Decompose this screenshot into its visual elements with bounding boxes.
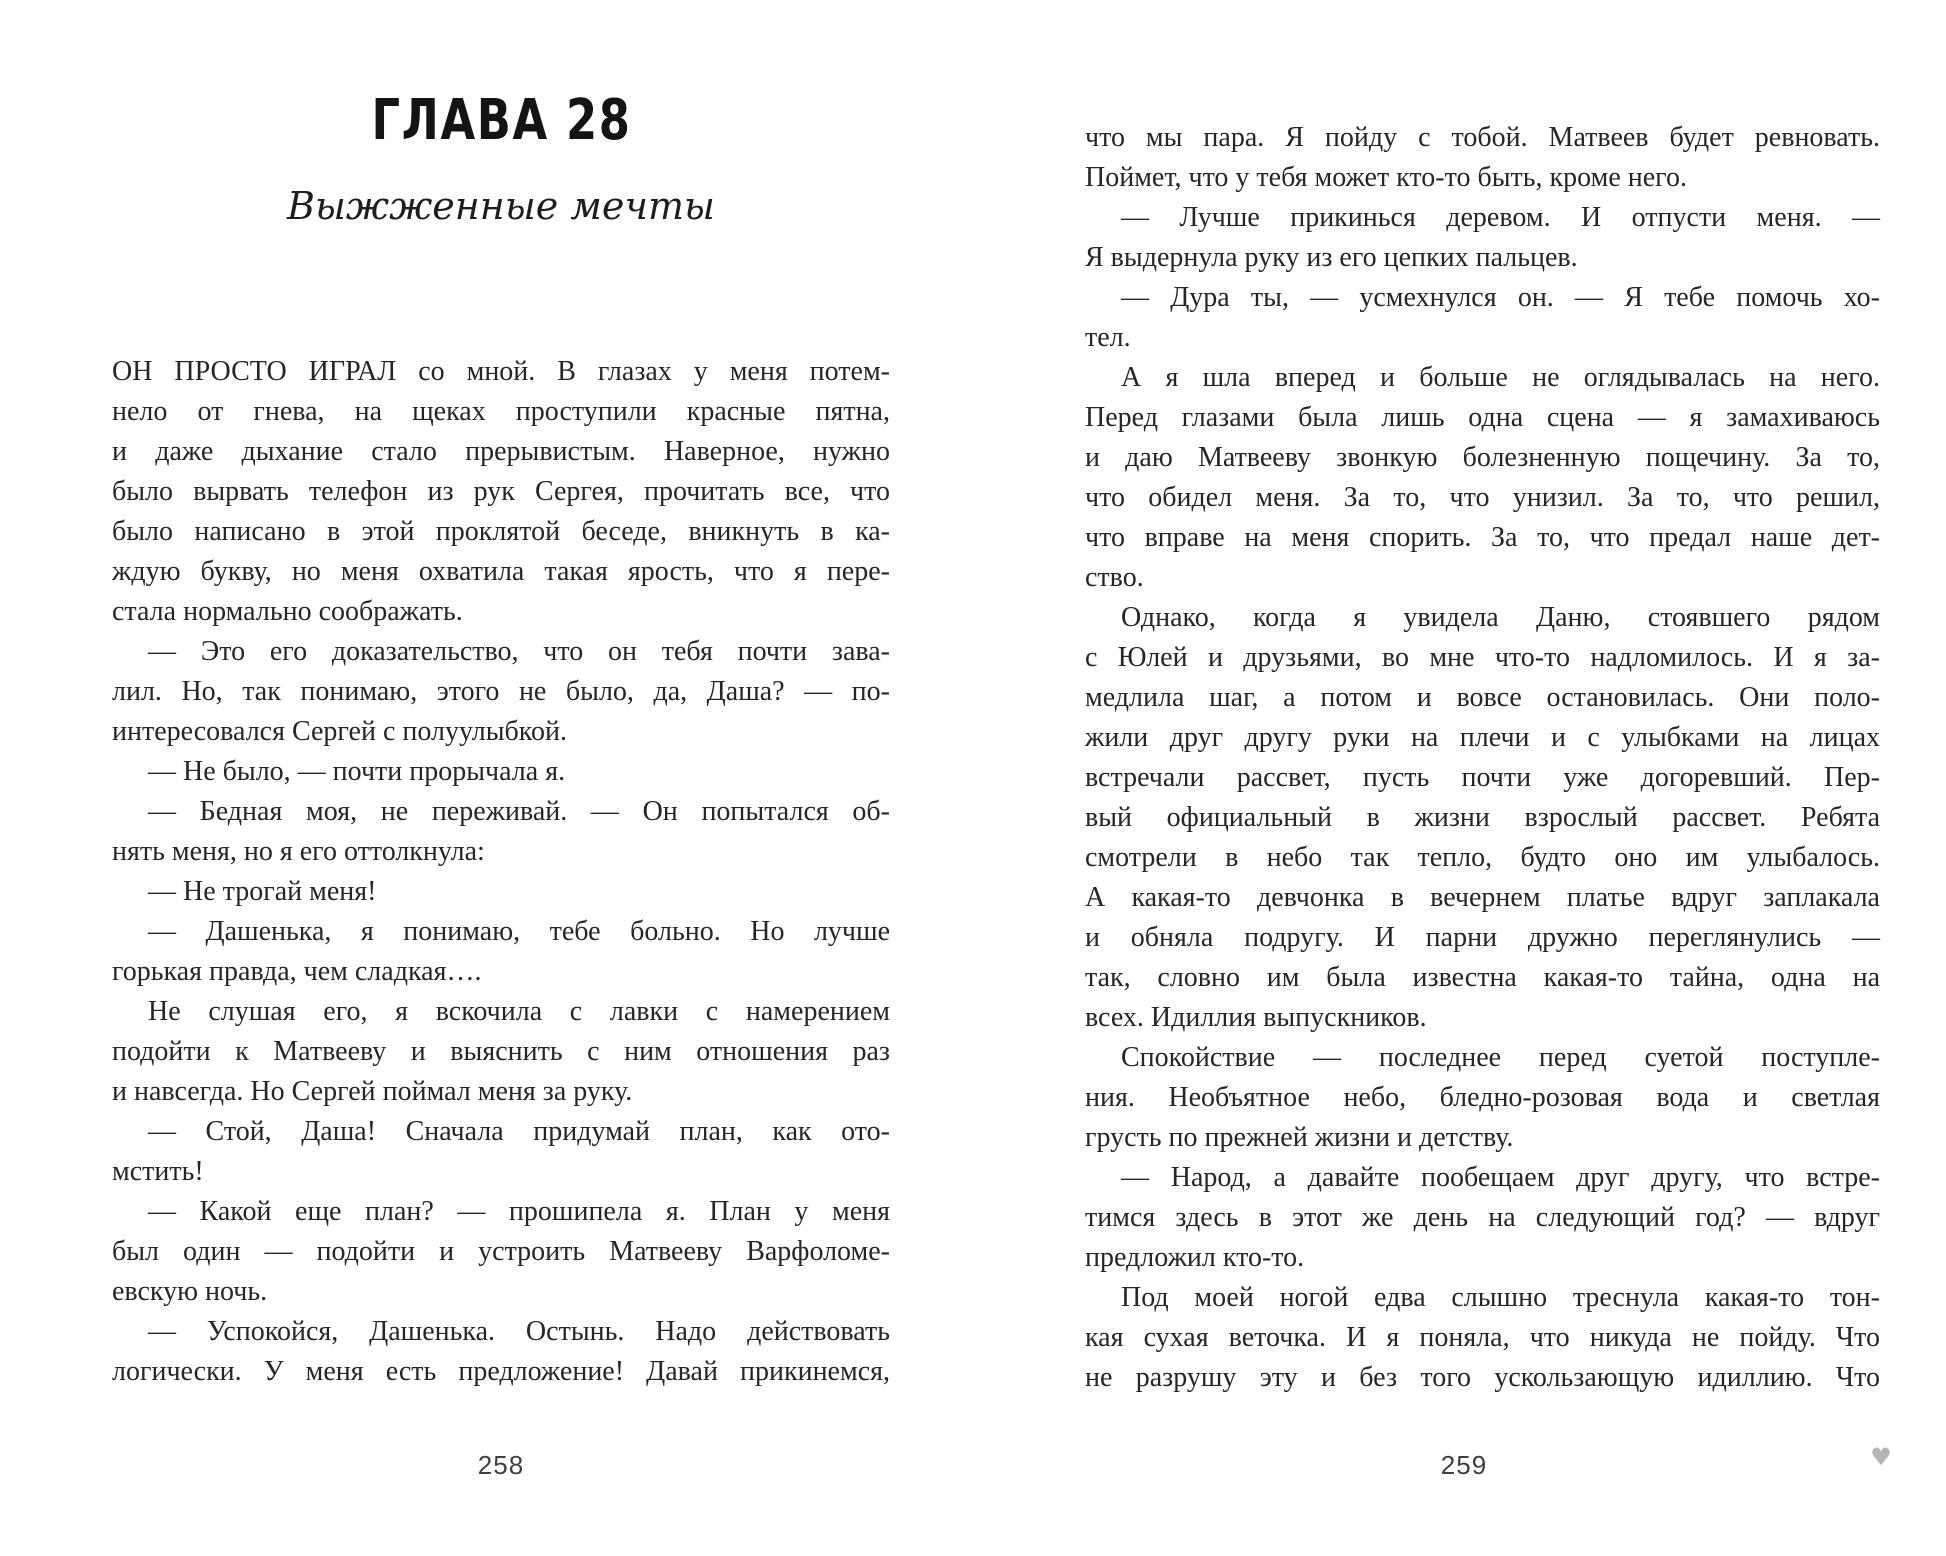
text-line: был один — подойти и устроить Матвееву Варфоломе- bbox=[112, 1236, 890, 1267]
text-line: Спокойствие — последнее перед суетой поступле- bbox=[1121, 1042, 1880, 1073]
text-line: всех. Идиллия выпускников. bbox=[1085, 1002, 1427, 1033]
text-line: — Бедная моя, не переживай. — Он попытался об- bbox=[148, 796, 890, 827]
text-line: Перед глазами была лишь одна сцена — я замахиваюсь bbox=[1085, 402, 1880, 433]
text-line: логически. У меня есть предложение! Давай прикинемся, bbox=[112, 1356, 890, 1387]
text-line: — Стой, Даша! Сначала придумай план, как ото- bbox=[148, 1116, 890, 1147]
text-line: Однако, когда я увидела Даню, стоявшего рядом bbox=[1121, 602, 1880, 633]
text-line: А я шла вперед и больше не оглядывалась на него. bbox=[1121, 362, 1880, 393]
text-line: медлила шаг, а потом и вовсе остановилась. Они поло- bbox=[1085, 682, 1880, 713]
text-line: тимся здесь в этот же день на следующий год? — вдруг bbox=[1085, 1202, 1880, 1233]
text-line: ОН ПРОСТО ИГРАЛ со мной. В глазах у меня потем- bbox=[112, 356, 890, 387]
chapter-subtitle: Выжженные мечты bbox=[287, 184, 715, 228]
text-line: интересовался Сергей с полуулыбкой. bbox=[112, 716, 567, 747]
text-line: что мы пара. Я пойду с тобой. Матвеев будет ревновать. bbox=[1085, 122, 1880, 153]
text-line: предложил кто-то. bbox=[1085, 1242, 1305, 1273]
text-line: — Не трогай меня! bbox=[148, 876, 377, 907]
text-line: Поймет, что у тебя может кто-то быть, кроме него. bbox=[1085, 162, 1687, 193]
text-line: ство. bbox=[1085, 562, 1144, 593]
text-line: стала нормально соображать. bbox=[112, 596, 463, 627]
text-line: жили друг другу руки на плечи и с улыбками на лицах bbox=[1085, 722, 1880, 753]
text-line: — Дура ты, — усмехнулся он. — Я тебе помочь хо- bbox=[1121, 282, 1880, 313]
text-line: Не слушая его, я вскочила с лавки с намерением bbox=[148, 996, 890, 1027]
text-line: было вырвать телефон из рук Сергея, прочитать все, что bbox=[112, 476, 890, 507]
text-line: вый официальный в жизни взрослый рассвет. Ребята bbox=[1085, 802, 1880, 833]
text-line: подойти к Матвееву и выяснить с ним отношения раз bbox=[112, 1036, 890, 1067]
text-line: нело от гнева, на щеках проступили красные пятна, bbox=[112, 396, 890, 427]
text-line: — Народ, а давайте пообещаем друг другу, что встре- bbox=[1121, 1162, 1880, 1193]
text-line: горькая правда, чем сладкая…. bbox=[112, 956, 482, 987]
text-line: Под моей ногой едва слышно треснула какая-то тон- bbox=[1121, 1282, 1880, 1313]
text-line: не разрушу эту и без того ускользающую идиллию. Что bbox=[1085, 1362, 1880, 1393]
text-line: тел. bbox=[1085, 322, 1131, 353]
heart-icon[interactable]: ♥ bbox=[1870, 1443, 1892, 1471]
text-line: с Юлей и друзьями, во мне что-то надломилось. И я за- bbox=[1085, 642, 1880, 673]
text-line: — Лучше прикинься деревом. И отпусти меня. — bbox=[1121, 202, 1880, 233]
text-line: — Какой еще план? — прошипела я. План у меня bbox=[148, 1196, 890, 1227]
text-line: — Не было, — почти прорычала я. bbox=[148, 756, 566, 787]
text-line: нять меня, но я его оттолкнула: bbox=[112, 836, 485, 867]
text-line: Я выдернула руку из его цепких пальцев. bbox=[1085, 242, 1578, 273]
text-line: так, словно им была известна какая-то тайна, одна на bbox=[1085, 962, 1880, 993]
text-line: смотрели в небо так тепло, будто оно им улыбалось. bbox=[1085, 842, 1880, 873]
text-line: — Дашенька, я понимаю, тебе больно. Но лучше bbox=[148, 916, 890, 947]
right-page-text bbox=[1085, 118, 1880, 1398]
text-line: лил. Но, так понимаю, этого не было, да, Даша? — по- bbox=[112, 676, 890, 707]
text-line: ждую букву, но меня охватила такая ярость, что я пере- bbox=[112, 556, 890, 587]
text-line: евскую ночь. bbox=[112, 1276, 268, 1307]
text-line: мстить! bbox=[112, 1156, 204, 1187]
chapter-title-text: ГЛАВА 28 bbox=[370, 88, 631, 153]
text-line: ния. Необъятное небо, бледно-розовая вода и светлая bbox=[1085, 1082, 1880, 1113]
text-line: было написано в этой проклятой беседе, вникнуть в ка- bbox=[112, 516, 890, 547]
text-line: грусть по прежней жизни и детству. bbox=[1085, 1122, 1514, 1153]
text-line: и обняла подругу. И парни дружно переглянулись — bbox=[1085, 922, 1880, 953]
left-page-text bbox=[112, 352, 890, 1392]
page-number-right: 259 bbox=[1440, 1450, 1488, 1480]
text-line: что вправе на меня спорить. За то, что предал наше дет- bbox=[1085, 522, 1880, 553]
text-line: — Успокойся, Дашенька. Остынь. Надо действовать bbox=[148, 1316, 890, 1347]
text-line: и даже дыхание стало прерывистым. Наверное, нужно bbox=[112, 436, 890, 467]
text-line: что обидел меня. За то, что унизил. За то, что решил, bbox=[1085, 482, 1880, 513]
text-line: и навсегда. Но Сергей поймал меня за руку. bbox=[112, 1076, 633, 1107]
chapter-title bbox=[112, 90, 890, 152]
text-line: кая сухая веточка. И я поняла, что никуда не пойду. Что bbox=[1085, 1322, 1880, 1353]
page-number-left: 258 bbox=[477, 1450, 525, 1480]
text-line: — Это его доказательство, что он тебя почти зава- bbox=[148, 636, 890, 667]
text-line: встречали рассвет, пусть почти уже догоревший. Пер- bbox=[1085, 762, 1880, 793]
text-line: А какая-то девчонка в вечернем платье вдруг заплакала bbox=[1085, 882, 1880, 913]
text-line: и даю Матвееву звонкую болезненную пощечину. За то, bbox=[1085, 442, 1880, 473]
